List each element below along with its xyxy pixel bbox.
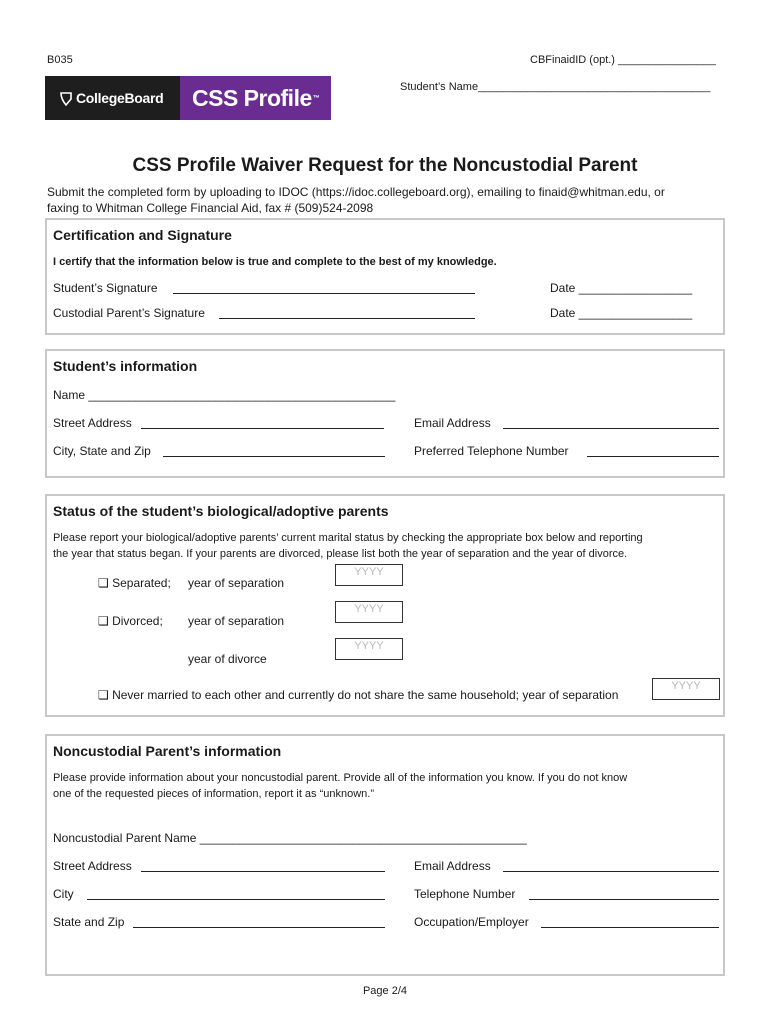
noncustodial-parent-section (45, 734, 725, 976)
student-signature-date[interactable]: Date _________________ (550, 281, 693, 295)
student-signature-label: Student’s Signature (53, 281, 158, 295)
nc-occupation-label: Occupation/Employer (414, 915, 529, 929)
trademark: ™ (312, 94, 320, 102)
collegeboard-logo-text: CollegeBoard (76, 90, 164, 106)
separated-year-input[interactable]: YYYY (335, 564, 403, 586)
nc-street-address-line[interactable] (141, 871, 385, 872)
street-address-line[interactable] (141, 428, 384, 429)
collegeboard-logo (45, 76, 180, 120)
custodial-signature-label: Custodial Parent’s Signature (53, 306, 205, 320)
nc-state-zip-line[interactable] (133, 927, 385, 928)
cbfinaid-field[interactable]: CBFinaidID (opt.) ________________ (530, 54, 716, 66)
nc-email-address-label: Email Address (414, 859, 491, 873)
preferred-phone-line[interactable] (587, 456, 719, 457)
city-state-zip-label: City, State and Zip (53, 444, 151, 458)
certification-section (45, 218, 725, 335)
separated-checkbox[interactable]: ❑ Separated; (98, 576, 171, 590)
divorce-year-label: year of divorce (188, 652, 267, 666)
never-married-checkbox[interactable]: ❑ Never married to each other and currently do not share the same household; year of separation (98, 688, 619, 702)
noncustodial-instructions-2: one of the requested pieces of information, report it as “unknown.” (53, 788, 375, 800)
certification-title: Certification and Signature (53, 227, 232, 243)
css-profile-logo (180, 76, 331, 120)
student-info-title: Student’s information (53, 358, 198, 374)
collegeboard-css-profile-logo (45, 76, 331, 120)
street-address-label: Street Address (53, 416, 132, 430)
status-instructions-1: Please report your biological/adoptive parents’ current marital status by checking the appropriate box below and reporting (53, 532, 643, 544)
nc-occupation-line[interactable] (541, 927, 719, 928)
page-title: CSS Profile Waiver Request for the Noncustodial Parent (132, 155, 638, 176)
nc-telephone-line[interactable] (529, 899, 719, 900)
custodial-signature-date[interactable]: Date _________________ (550, 306, 693, 320)
divorced-separation-year-label: year of separation (188, 614, 285, 628)
noncustodial-instructions-1: Please provide information about your noncustodial parent. Provide all of the information you know. If you do not know (53, 772, 628, 784)
nc-telephone-label: Telephone Number (414, 887, 516, 901)
page-number: Page 2/4 (362, 985, 408, 997)
intro-line-2: faxing to Whitman College Financial Aid, fax # (509)524-2098 (47, 201, 374, 215)
email-address-label: Email Address (414, 416, 491, 430)
parent-status-title: Status of the student’s biological/adoptive parents (53, 503, 389, 519)
acorn-icon (59, 90, 73, 106)
certification-statement: I certify that the information below is true and complete to the best of my knowledge. (53, 256, 497, 268)
custodial-signature-line[interactable] (219, 318, 475, 319)
preferred-phone-label: Preferred Telephone Number (414, 444, 569, 458)
css-profile-logo-text: CSS Profile (192, 84, 312, 111)
never-married-year-input[interactable]: YYYY (652, 678, 720, 700)
divorced-checkbox[interactable]: ❑ Divorced; (98, 614, 163, 628)
status-instructions-2: the year that status began. If your parents are divorced, please list both the year of separation and the year of divorce. (53, 548, 628, 560)
student-signature-line[interactable] (173, 293, 475, 294)
form-code: B035 (47, 54, 73, 66)
nc-state-zip-label: State and Zip (53, 915, 125, 929)
divorce-year-input[interactable]: YYYY (335, 638, 403, 660)
intro-line-1: Submit the completed form by uploading to IDOC (https://idoc.collegeboard.org), emailing to finaid@whitman.edu, or (47, 185, 665, 199)
email-address-line[interactable] (503, 428, 719, 429)
nc-city-label: City (53, 887, 74, 901)
student-name-field[interactable]: Name ______________________________________________ (53, 388, 396, 402)
divorced-separation-year-input[interactable]: YYYY (335, 601, 403, 623)
nc-email-address-line[interactable] (503, 871, 719, 872)
nc-street-address-label: Street Address (53, 859, 132, 873)
noncustodial-name-field[interactable]: Noncustodial Parent Name _________________________________________________ (53, 831, 527, 845)
student-name-header-field[interactable]: Student’s Name______________________________________ (400, 81, 711, 93)
city-state-zip-line[interactable] (163, 456, 385, 457)
student-info-section (45, 349, 725, 478)
parent-status-section (45, 494, 725, 717)
nc-city-line[interactable] (87, 899, 385, 900)
noncustodial-parent-title: Noncustodial Parent’s information (53, 743, 282, 759)
separated-year-label: year of separation (188, 576, 285, 590)
